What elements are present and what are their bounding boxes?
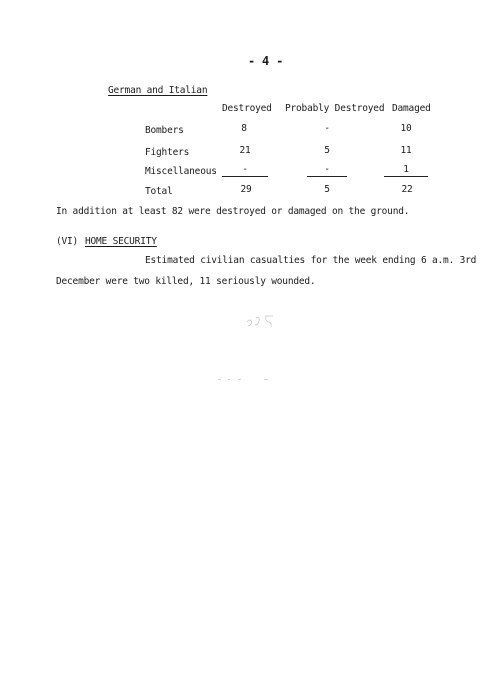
casualties-line-2: December were two killed, 11 seriously wounded. [56, 276, 316, 287]
total-rule-damaged [384, 176, 428, 177]
cell-fighters-destroyed: 21 [239, 145, 251, 156]
cell-misc-damaged: 1 [403, 164, 409, 175]
faint-specks [216, 378, 276, 382]
cell-bombers-damaged: 10 [400, 123, 412, 134]
row-label-total: Total [145, 186, 173, 197]
home-security-heading: HOME SECURITY [85, 236, 157, 247]
total-rule-destroyed [222, 176, 268, 177]
cell-total-probably: 5 [324, 184, 330, 195]
row-label-fighters: Fighters [145, 147, 190, 158]
cell-misc-probably: - [324, 164, 330, 175]
handwritten-stamp-mark [243, 310, 283, 334]
cell-misc-destroyed: - [242, 164, 248, 175]
col-probably-destroyed-header: Probably Destroyed [285, 103, 385, 114]
cell-total-damaged: 22 [401, 184, 413, 195]
row-label-bombers: Bombers [145, 125, 184, 136]
cell-total-destroyed: 29 [240, 184, 252, 195]
casualties-line-1: Estimated civilian casualties for the week ending 6 a.m. 3rd [145, 255, 477, 266]
section-number: (VI) [56, 236, 79, 247]
cell-bombers-probably: - [324, 123, 330, 134]
page-number: - 4 - [248, 54, 284, 68]
col-destroyed-header: Destroyed [222, 103, 272, 114]
cell-fighters-probably: 5 [324, 145, 330, 156]
col-damaged-header: Damaged [392, 103, 431, 114]
section-heading: German and Italian [108, 85, 208, 96]
total-rule-probably [307, 176, 347, 177]
ground-note: In addition at least 82 were destroyed or damaged on the ground. [56, 206, 410, 217]
cell-bombers-destroyed: 8 [241, 123, 247, 134]
cell-fighters-damaged: 11 [400, 145, 412, 156]
row-label-miscellaneous: Miscellaneous [145, 166, 217, 177]
